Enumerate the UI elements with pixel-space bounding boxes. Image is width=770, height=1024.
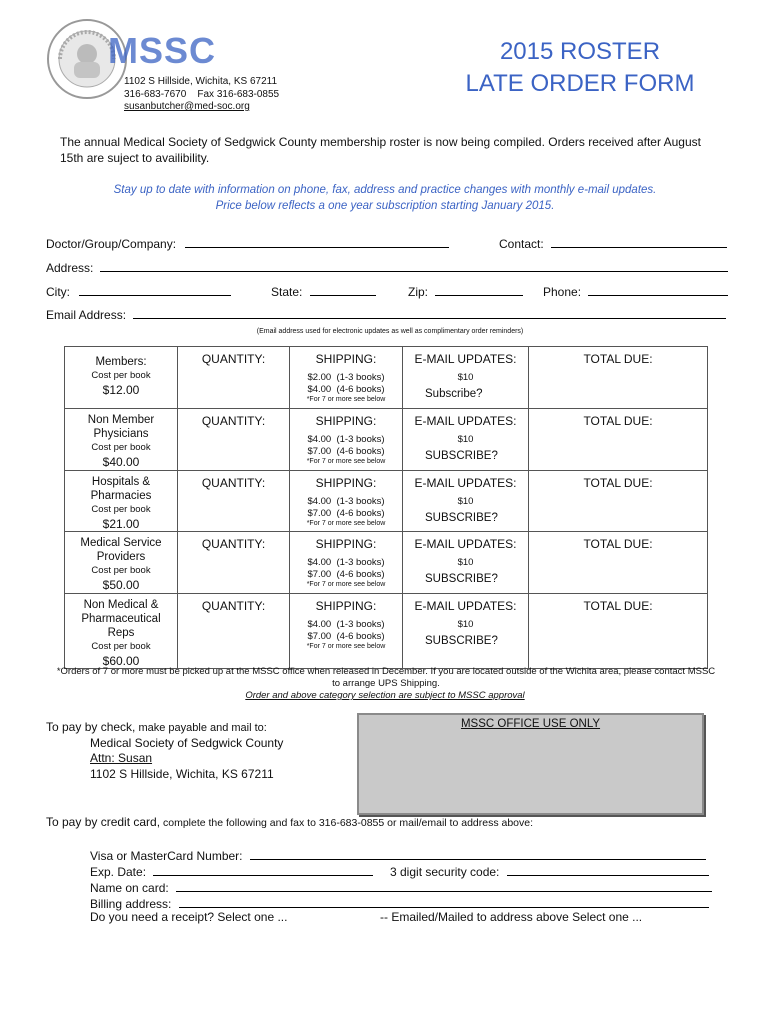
doctor-label: Doctor/Group/Company: bbox=[46, 237, 177, 251]
total-due-label: TOTAL DUE: bbox=[583, 414, 653, 428]
promo-line1: Stay up to date with information on phone, fax, address and practice changes with monthly e-mail updates. bbox=[113, 184, 657, 196]
email-updates-cell[interactable] bbox=[403, 347, 529, 409]
logo-text: MSSC bbox=[108, 30, 217, 71]
promo-line2: Price below reflects a one year subscription starting January 2015. bbox=[215, 200, 555, 212]
shipping-label: SHIPPING: bbox=[315, 599, 377, 613]
office-use-label: MSSC OFFICE USE ONLY bbox=[460, 718, 601, 730]
category-price: $40.00 bbox=[102, 455, 140, 469]
shipping-tier-2: $7.00 (4-6 books) bbox=[307, 569, 385, 580]
header-email: susanbutcher@med-soc.org bbox=[124, 101, 250, 112]
total-due-label: TOTAL DUE: bbox=[583, 599, 653, 613]
approval-note: Order and above category selection are subject to MSSC approval bbox=[245, 690, 525, 701]
receipt-method-select[interactable]: -- Emailed/Mailed to address above Select one ... bbox=[380, 910, 643, 924]
email-updates-price: $10 bbox=[457, 372, 474, 383]
zip-label: Zip: bbox=[408, 285, 429, 299]
email-updates-label: E-MAIL UPDATES: bbox=[414, 352, 517, 366]
contact-input[interactable] bbox=[551, 234, 727, 248]
shipping-tier-1: $4.00 (1-3 books) bbox=[307, 496, 385, 507]
email-updates-label: E-MAIL UPDATES: bbox=[414, 599, 517, 613]
check-lead: To pay by check, bbox=[46, 720, 136, 734]
total-due-cell[interactable] bbox=[529, 409, 708, 471]
address-label: Address: bbox=[46, 261, 94, 275]
cost-per-book-label: Cost per book bbox=[91, 565, 151, 576]
address-input[interactable] bbox=[100, 258, 728, 272]
shipping-label: SHIPPING: bbox=[315, 537, 377, 551]
check-lead-rest: make payable and mail to: bbox=[135, 722, 267, 734]
total-due-label: TOTAL DUE: bbox=[583, 537, 653, 551]
quantity-cell[interactable] bbox=[178, 594, 290, 669]
shipping-tier-1: $2.00 (1-3 books) bbox=[307, 372, 385, 383]
contact-label: Contact: bbox=[499, 237, 544, 251]
quantity-label: QUANTITY: bbox=[201, 352, 266, 366]
email-updates-cell[interactable] bbox=[403, 471, 529, 532]
category-price: $12.00 bbox=[102, 383, 140, 397]
order-row bbox=[65, 532, 708, 594]
order-row bbox=[65, 471, 708, 532]
subscribe-option[interactable]: SUBSCRIBE? bbox=[425, 450, 498, 462]
quantity-label: QUANTITY: bbox=[201, 537, 266, 551]
quantity-label: QUANTITY: bbox=[201, 599, 266, 613]
shipping-cell[interactable] bbox=[290, 471, 403, 532]
form-title-line1: 2015 ROSTER bbox=[499, 38, 661, 65]
exp-date-label: Exp. Date: bbox=[90, 865, 147, 879]
shipping-tier-2: $4.00 (4-6 books) bbox=[307, 384, 385, 395]
city-input[interactable] bbox=[79, 282, 231, 296]
cost-per-book-label: Cost per book bbox=[91, 504, 151, 515]
category-name: Members: bbox=[95, 356, 147, 368]
exp-date-input[interactable] bbox=[153, 862, 373, 876]
category-name: Non Medical & Pharmaceutical Reps bbox=[81, 599, 161, 639]
card-number-input[interactable] bbox=[250, 846, 706, 860]
quantity-label: QUANTITY: bbox=[201, 476, 266, 490]
receipt-select[interactable]: Do you need a receipt? Select one ... bbox=[90, 910, 288, 924]
shipping-cell[interactable] bbox=[290, 409, 403, 471]
shipping-tier-1: $4.00 (1-3 books) bbox=[307, 434, 385, 445]
total-due-label: TOTAL DUE: bbox=[583, 352, 653, 366]
zip-input[interactable] bbox=[435, 282, 523, 296]
category-name: Hospitals & Pharmacies bbox=[90, 476, 152, 502]
quantity-cell[interactable] bbox=[178, 347, 290, 409]
category-cell bbox=[65, 594, 178, 669]
state-label: State: bbox=[271, 285, 303, 299]
cost-per-book-label: Cost per book bbox=[91, 442, 151, 453]
check-org: Medical Society of Sedgwick County bbox=[90, 736, 284, 750]
email-label: Email Address: bbox=[46, 308, 127, 322]
quantity-label: QUANTITY: bbox=[201, 414, 266, 428]
category-cell bbox=[65, 409, 178, 471]
email-updates-price: $10 bbox=[457, 557, 474, 568]
order-row bbox=[65, 594, 708, 669]
total-due-label: TOTAL DUE: bbox=[583, 476, 653, 490]
email-updates-cell[interactable] bbox=[403, 532, 529, 594]
quantity-cell[interactable] bbox=[178, 409, 290, 471]
security-code-input[interactable] bbox=[507, 862, 709, 876]
email-updates-price: $10 bbox=[457, 434, 474, 445]
card-lead: To pay by credit card, bbox=[46, 815, 161, 829]
state-input[interactable] bbox=[310, 282, 376, 296]
seven-note: *For 7 or more see below bbox=[306, 581, 386, 588]
subscribe-option[interactable]: Subscribe? bbox=[425, 388, 483, 400]
check-attn: Attn: Susan bbox=[90, 751, 153, 765]
category-cell bbox=[65, 471, 178, 532]
shipping-cell[interactable] bbox=[290, 532, 403, 594]
seven-note: *For 7 or more see below bbox=[306, 520, 386, 527]
email-updates-cell[interactable] bbox=[403, 409, 529, 471]
name-on-card-input[interactable] bbox=[176, 878, 712, 892]
seven-note: *For 7 or more see below bbox=[306, 458, 386, 465]
orders-seven-note: *Orders of 7 or more must be picked up at the MSSC office when released in December. If you are located outside of the Wichita area, please contact MSSC to arrange UPS Shipping. bbox=[56, 666, 716, 689]
email-updates-price: $10 bbox=[457, 619, 474, 630]
shipping-tier-2: $7.00 (4-6 books) bbox=[307, 631, 385, 642]
card-number-label: Visa or MasterCard Number: bbox=[90, 849, 243, 863]
total-due-cell[interactable] bbox=[529, 532, 708, 594]
email-updates-label: E-MAIL UPDATES: bbox=[414, 414, 517, 428]
shipping-cell[interactable] bbox=[290, 347, 403, 409]
cost-per-book-label: Cost per book bbox=[91, 370, 151, 381]
order-row bbox=[65, 347, 708, 409]
subscribe-option[interactable]: SUBSCRIBE? bbox=[425, 635, 498, 647]
quantity-cell[interactable] bbox=[178, 471, 290, 532]
shipping-label: SHIPPING: bbox=[315, 414, 377, 428]
security-code-label: 3 digit security code: bbox=[390, 865, 500, 879]
card-lead-rest: complete the following and fax to 316-683-0855 or mail/email to address above: bbox=[160, 817, 534, 829]
email-updates-price: $10 bbox=[457, 496, 474, 507]
category-cell bbox=[65, 347, 178, 409]
total-due-cell[interactable] bbox=[529, 347, 708, 409]
cost-per-book-label: Cost per book bbox=[91, 641, 151, 652]
email-input[interactable] bbox=[133, 305, 726, 319]
email-note: (Email address used for electronic updates as well as complimentary order reminders) bbox=[256, 328, 524, 335]
shipping-tier-1: $4.00 (1-3 books) bbox=[307, 557, 385, 568]
shipping-cell[interactable] bbox=[290, 594, 403, 669]
office-use-box bbox=[357, 713, 704, 815]
doctor-input[interactable] bbox=[185, 234, 449, 248]
email-updates-label: E-MAIL UPDATES: bbox=[414, 476, 517, 490]
name-on-card-label: Name on card: bbox=[90, 881, 169, 895]
billing-address-input[interactable] bbox=[179, 894, 709, 908]
billing-address-label: Billing address: bbox=[90, 897, 172, 911]
shipping-tier-2: $7.00 (4-6 books) bbox=[307, 446, 385, 457]
shipping-label: SHIPPING: bbox=[315, 476, 377, 490]
order-row bbox=[65, 409, 708, 471]
category-name: Medical Service Providers bbox=[80, 537, 162, 563]
subscribe-option[interactable]: SUBSCRIBE? bbox=[425, 512, 498, 524]
check-address: 1102 S Hillside, Wichita, KS 67211 bbox=[90, 767, 274, 781]
seven-note: *For 7 or more see below bbox=[306, 396, 386, 403]
email-updates-cell[interactable] bbox=[403, 594, 529, 669]
form-title-line2: LATE ORDER FORM bbox=[465, 70, 695, 97]
category-name: Non Member Physicians bbox=[87, 414, 155, 440]
city-label: City: bbox=[46, 285, 70, 299]
header-address: 1102 S Hillside, Wichita, KS 67211 bbox=[124, 76, 278, 87]
category-price: $21.00 bbox=[102, 517, 140, 531]
total-due-cell[interactable] bbox=[529, 471, 708, 532]
category-cell bbox=[65, 532, 178, 594]
phone-label: Phone: bbox=[543, 285, 582, 299]
order-table bbox=[64, 346, 708, 669]
shipping-label: SHIPPING: bbox=[315, 352, 377, 366]
phone-input[interactable] bbox=[588, 282, 728, 296]
shipping-tier-1: $4.00 (1-3 books) bbox=[307, 619, 385, 630]
category-price: $50.00 bbox=[102, 578, 140, 592]
total-due-cell[interactable] bbox=[529, 594, 708, 669]
seven-note: *For 7 or more see below bbox=[306, 643, 386, 650]
shipping-tier-2: $7.00 (4-6 books) bbox=[307, 508, 385, 519]
email-updates-label: E-MAIL UPDATES: bbox=[414, 537, 517, 551]
header-phone-fax: 316-683-7670 Fax 316-683-0855 bbox=[124, 89, 280, 100]
subscribe-option[interactable]: SUBSCRIBE? bbox=[425, 573, 498, 585]
quantity-cell[interactable] bbox=[178, 532, 290, 594]
intro-text: The annual Medical Society of Sedgwick County membership roster is now being compiled. Orders received after August 15th are suject to availibility. bbox=[60, 135, 701, 165]
category-price: $60.00 bbox=[102, 654, 140, 668]
